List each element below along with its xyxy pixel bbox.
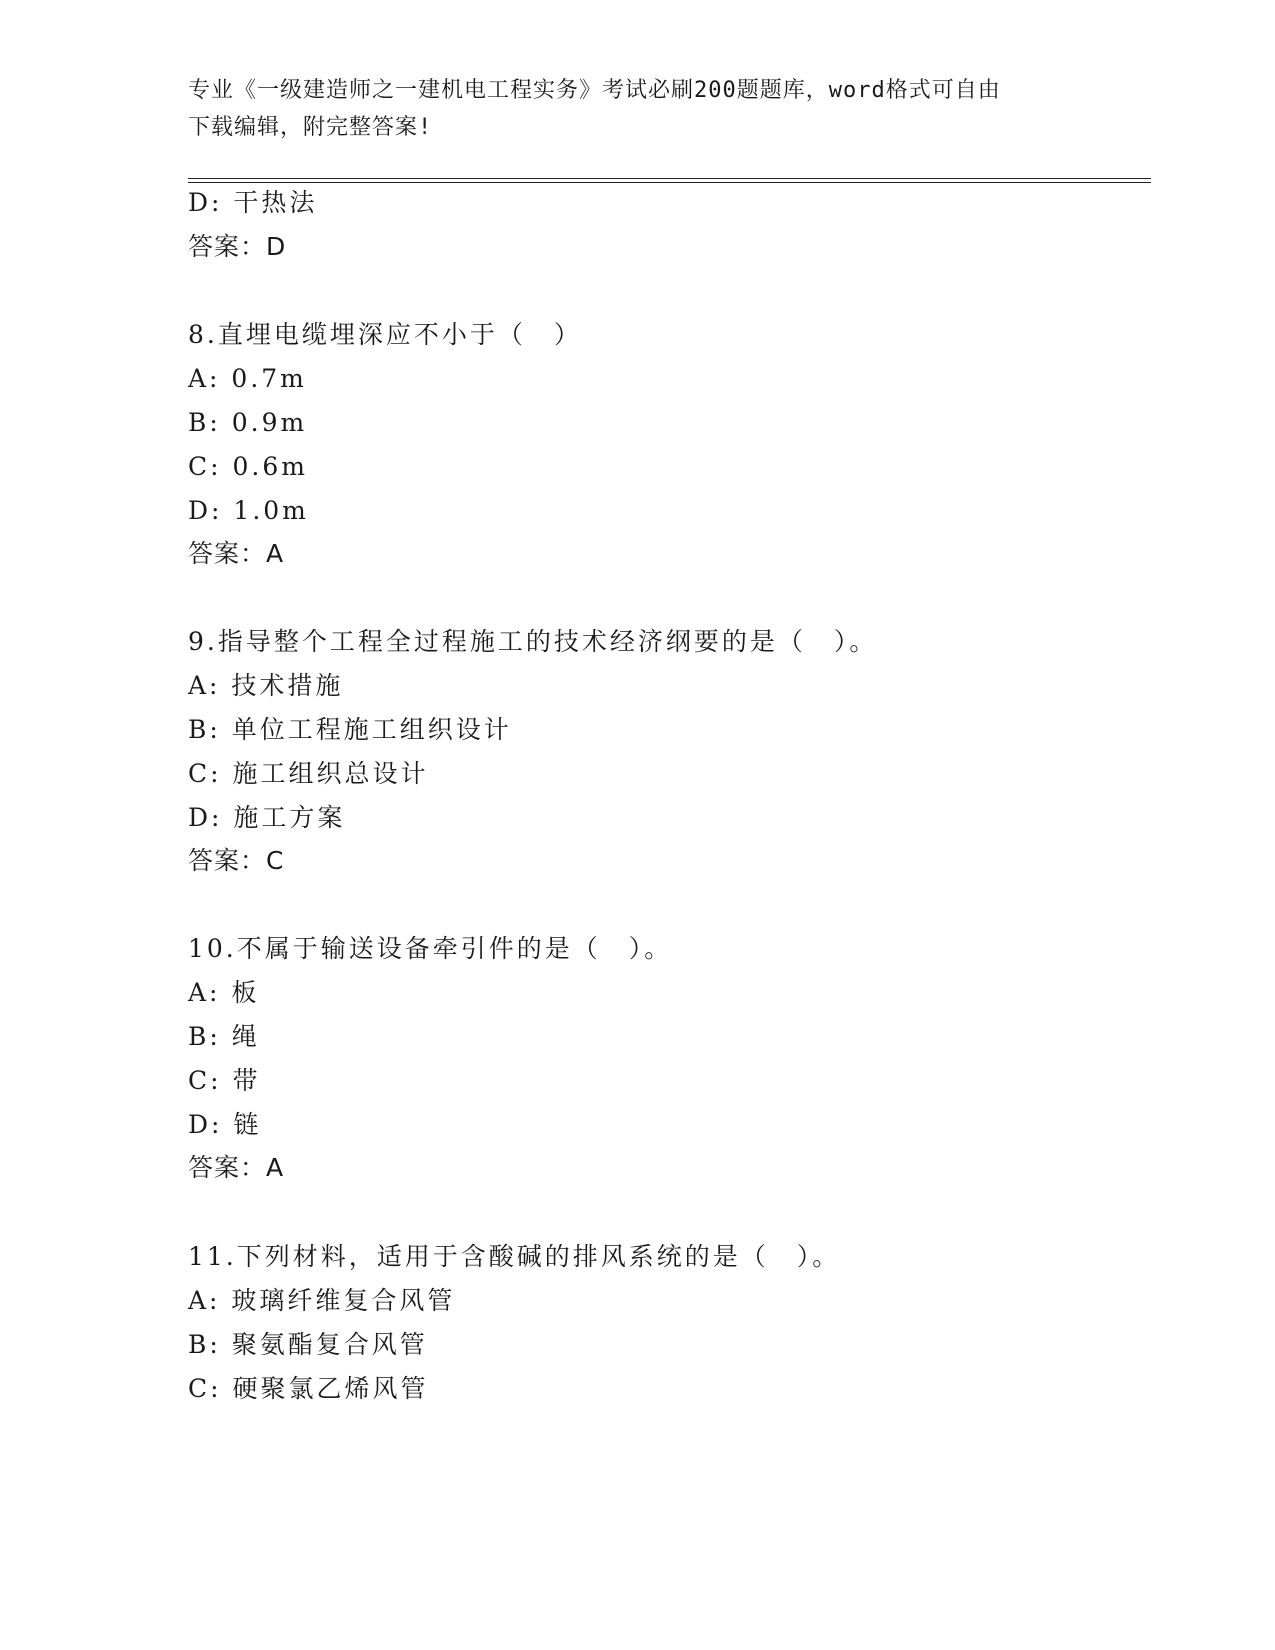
question-9-option-c: C: 施工组织总设计 — [188, 759, 429, 788]
question-8-option-c: C: 0.6m — [188, 452, 308, 481]
document-header — [188, 72, 1088, 146]
prev-answer: 答案：D — [188, 232, 287, 261]
prev-option-d: D: 干热法 — [188, 188, 318, 217]
question-11-option-a: A: 玻璃纤维复合风管 — [188, 1286, 456, 1315]
question-10-option-a: A: 板 — [188, 978, 260, 1007]
question-10-answer: 答案：A — [188, 1153, 285, 1182]
question-9-option-b: B: 单位工程施工组织设计 — [188, 715, 512, 744]
question-10-text: 10.不属于输送设备牵引件的是（ ）。 — [188, 934, 673, 963]
question-8-option-b: B: 0.9m — [188, 408, 308, 437]
question-10-option-d: D: 链 — [188, 1110, 262, 1139]
header-double-rule — [188, 178, 1151, 183]
question-10-option-b: B: 绳 — [188, 1022, 260, 1051]
question-8-option-a: A: 0.7m — [188, 364, 307, 393]
question-9-answer: 答案：C — [188, 846, 285, 875]
question-9-option-a: A: 技术措施 — [188, 671, 344, 700]
header-line-2: 下载编辑，附完整答案! — [188, 115, 433, 140]
question-9-option-d: D: 施工方案 — [188, 803, 346, 832]
question-8-text: 8.直埋电缆埋深应不小于（ ） — [188, 320, 582, 349]
question-10-option-c: C: 带 — [188, 1066, 261, 1095]
question-9-text: 9.指导整个工程全过程施工的技术经济纲要的是（ ）。 — [188, 627, 878, 656]
question-11-option-c: C: 硬聚氯乙烯风管 — [188, 1374, 429, 1403]
question-8-option-d: D: 1.0m — [188, 496, 309, 525]
header-line-1: 专业《一级建造师之一建机电工程实务》考试必刷200题题库，word格式可自由 — [188, 78, 1001, 103]
question-11-text: 11.下列材料，适用于含酸碱的排风系统的是（ ）。 — [188, 1242, 841, 1271]
question-11-option-b: B: 聚氨酯复合风管 — [188, 1330, 428, 1359]
question-8-answer: 答案：A — [188, 539, 285, 568]
